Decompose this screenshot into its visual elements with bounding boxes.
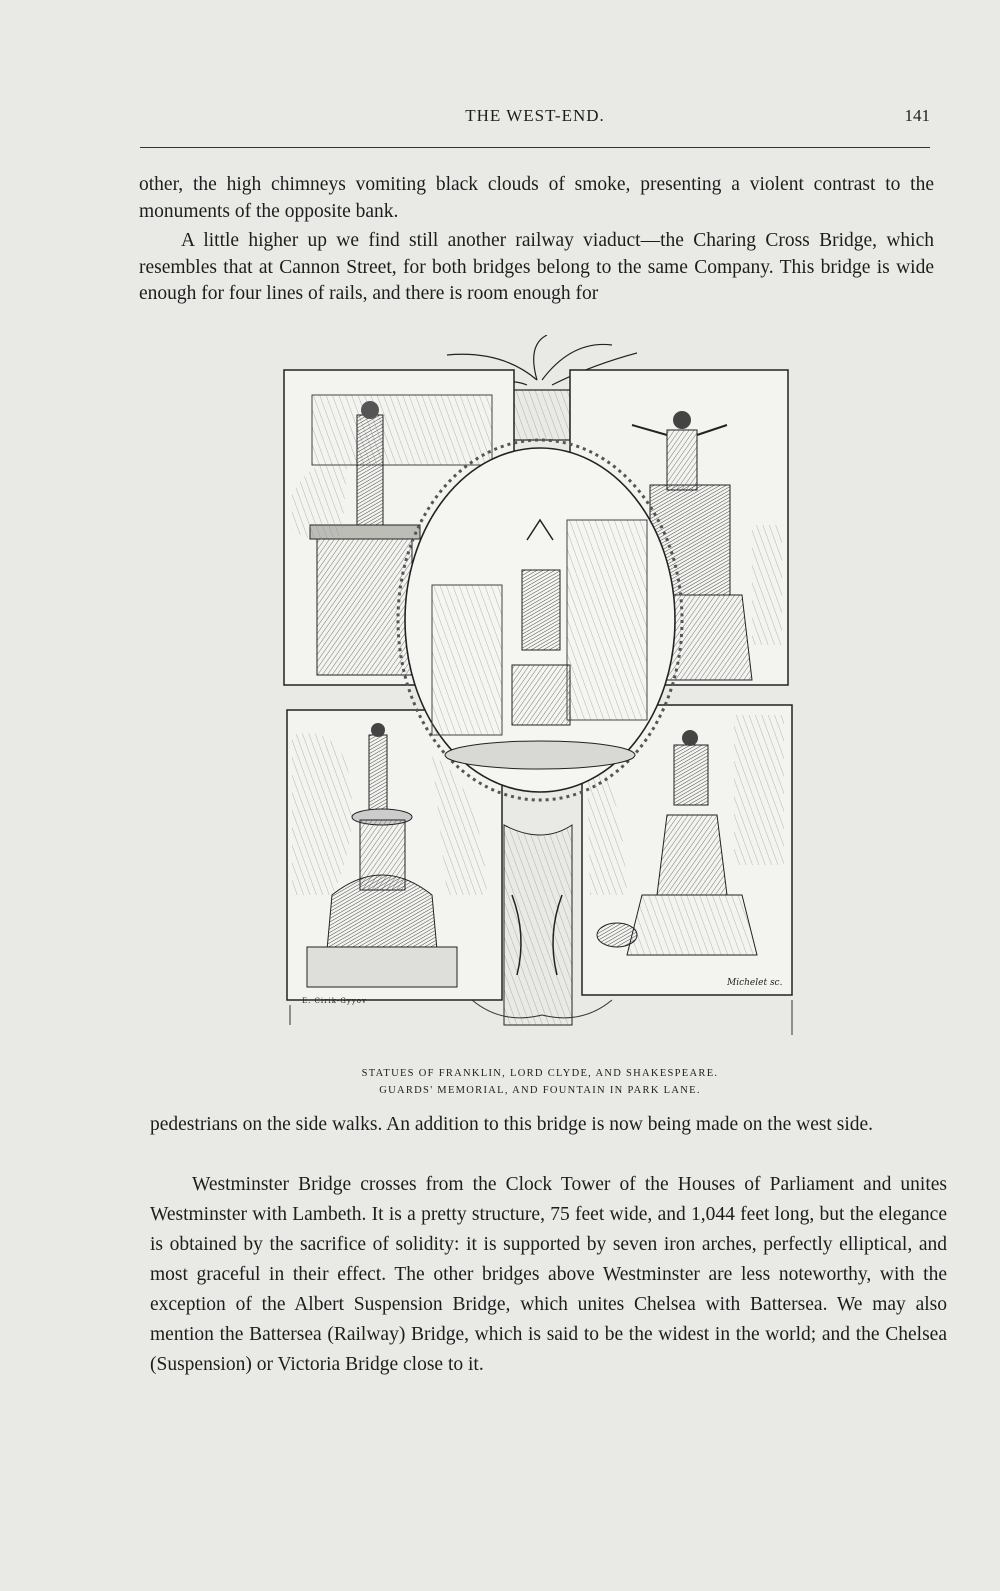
paragraph-westminster-bridge xyxy=(150,1170,947,1380)
caption-line-1: STATUES OF FRANKLIN, LORD CLYDE, AND SHAKESPEARE. xyxy=(361,1068,719,1079)
paragraph-westminster-bridge-text: Westminster Bridge crosses from the Clock Tower of the Houses of Parliament and unites Westminster with Lambeth. It is a pretty structure, 75 feet wide, and 1,044 feet long, but the elegance is obtained by the sacrifice of solidity: it is supported by seven iron arches, perfectly elliptical, and most graceful in their effect. The other bridges above Westminster are less noteworthy, with the exception of the Albert Suspension Bridge, which unites Chelsea with Battersea. We may also mention the Battersea (Railway) Bridge, which is said to be the widest in the world; and the Chelsea (Suspension) or Victoria Bridge close to it. xyxy=(150,1174,947,1375)
running-head xyxy=(140,104,930,130)
paragraph-pedestrians: pedestrians on the side walks. An addition to this bridge is now being made on the west side. xyxy=(150,1114,874,1135)
engraving-illustration xyxy=(272,335,812,1045)
paragraph-charing-cross xyxy=(139,228,934,308)
caption-line-2: GUARDS' MEMORIAL, AND FOUNTAIN IN PARK LANE. xyxy=(379,1085,701,1096)
foliage-center-bottom xyxy=(504,825,572,1025)
paragraph-charing-cross-text: A little higher up we find still another railway viaduct—the Charing Cross Bridge, which resembles that at Cannon Street, for both bridges belong to the same Company. This bridge is wide enough for four lines of rails, and there is room enough for xyxy=(139,230,934,304)
paragraph-continuation: other, the high chimneys vomiting black clouds of smoke, presenting a violent contrast to the monuments of the opposite bank. xyxy=(139,174,934,222)
artist-signature: E. Cirik-Gyyov xyxy=(302,997,367,1005)
running-title: THE WEST-END. xyxy=(465,106,605,125)
header-rule xyxy=(140,147,930,148)
page-number: 141 xyxy=(904,106,930,125)
engraver-signature: Michelet sc. xyxy=(727,978,783,988)
